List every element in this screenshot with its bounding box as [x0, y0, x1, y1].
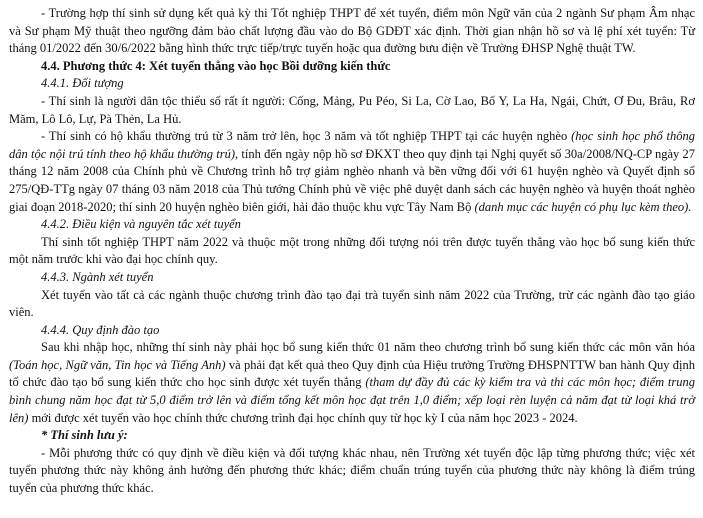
- subheading-4-4-4: 4.4.4. Quy định đào tạo: [41, 322, 160, 337]
- paragraph-music-art-admission: - Trường hợp thí sinh sử dụng kết quả kỳ thi Tốt nghiệp THPT để xét tuyển, điểm môn Ngữ văn của 2 ngành Sư phạm Âm nhạc và Sư phạm Mỹ thuật theo ngưỡng đảm bảo chất lượng đầu vào do Bộ GDĐT xác định. Thời gian nhận hồ sơ và lệ phí xét tuyển: Từ tháng 01/2022 đến 30/6/2022 bằng hình thức trực tiếp/trực tuyến hoặc qua đường bưu điện về Trường ĐHSP Nghệ thuật TW.: [9, 6, 695, 56]
- paragraph-note: - Mỗi phương thức có quy định về điều kiện và đối tượng khác nhau, nên Trường xét tuyển độc lập từng phương thức; việc xét tuyển phương thức này không ảnh hưởng đến phương thức khác; điểm chuẩn trúng tuyển của phương thức này không là điểm trúng tuyển của phương thức khác.: [9, 445, 695, 496]
- subheading-4-4-2: 4.4.2. Điều kiện và nguyên tắc xét tuyển: [41, 217, 241, 232]
- paragraph-conditions: Thí sinh tốt nghiệp THPT năm 2022 và thuộc một trong những đối tượng nói trên được tuyển thẳng vào học bổ sung kiến thức một năm trước khi vào đại học chính quy.: [9, 234, 695, 267]
- subheading-4-4-1: 4.4.1. Đối tượng: [41, 76, 124, 91]
- paragraph-training-rules: [9, 339, 695, 427]
- text-run: - Thí sinh có hộ khẩu thường trú từ 3 năm trở lên, học 3 năm và tốt nghiệp THPT tại các huyện nghèo: [41, 129, 572, 144]
- italic-run: (học sinh học phổ thông dân tộc nội trú tính theo hộ khẩu thường trú): [9, 129, 696, 161]
- paragraph-poor-districts: [9, 128, 695, 216]
- subheading-4-4-3: 4.4.3. Ngành xét tuyển: [41, 269, 154, 284]
- italic-run: (tham dự đầy đủ các kỳ kiểm tra và thi các môn học; điểm trung bình chung năm học đạt từ 5,0 điểm trở lên và điểm tổng kết môn học đạt trên 1,0 điểm; xếp loại rèn luyện cả năm đạt từ loại khá trở lên): [9, 375, 695, 425]
- italic-run: (Toán học, Ngữ văn, Tin học và Tiếng Anh): [9, 357, 226, 372]
- text-run: mới được xét tuyển vào học chính thức chương trình đại học chính quy từ học kỳ I của năm học 2023 - 2024.: [28, 410, 578, 425]
- text-run: Sau khi nhập học, những thí sinh này phải học bổ sung kiến thức 01 năm theo chương trình bổ sung kiến thức các môn văn hóa: [41, 340, 695, 355]
- text-run: và phải đạt kết quả theo Quy định của Hiệu trưởng Trường ĐHSPNTTW ban hành Quy định tổ chức đào tạo bổ sung kiến thức cho học sinh được xét tuyển thẳng: [9, 357, 695, 390]
- italic-run: (danh mục các huyện có phụ lục kèm theo).: [474, 199, 692, 214]
- text-run: , tính đến ngày nộp hồ sơ ĐKXT theo quy định tại Nghị quyết số 30a/2008/NQ-CP ngày 27 tháng 12 năm 2008 của Chính phủ về Chương trình hỗ trợ giảm nghèo nhanh và bền vững đối với 61 huyện nghèo và Quyết định số 275/QĐ-TTg ngày 07 tháng 03 năm 2018 của Thủ tướng Chính phủ về việc phê duyệt danh sách các huyện nghèo và huyện thoát nghèo giai đoạn 2018-2020; thí sinh 20 huyện nghèo biên giới, hải đảo thuộc khu vực Tây Nam Bộ: [9, 146, 696, 214]
- note-heading: * Thí sinh lưu ý:: [41, 428, 128, 443]
- paragraph-ethnic-minorities: - Thí sinh là người dân tộc thiểu số rất ít người: Cống, Mảng, Pu Péo, Si La, Cờ Lao, Bố Y, La Ha, Ngái, Chứt, Ơ Đu, Brâu, Rơ Măm, Lô Lô, Lự, Pà Thẻn, La Hủ.: [9, 93, 695, 126]
- section-heading-4-4: 4.4. Phương thức 4: Xét tuyển thẳng vào học Bồi dưỡng kiến thức: [41, 58, 391, 73]
- paragraph-majors: Xét tuyển vào tất cả các ngành thuộc chương trình đào tạo đại trà tuyển sinh năm 2022 của Trường, trừ các ngành đào tạo giáo viên.: [9, 287, 695, 320]
